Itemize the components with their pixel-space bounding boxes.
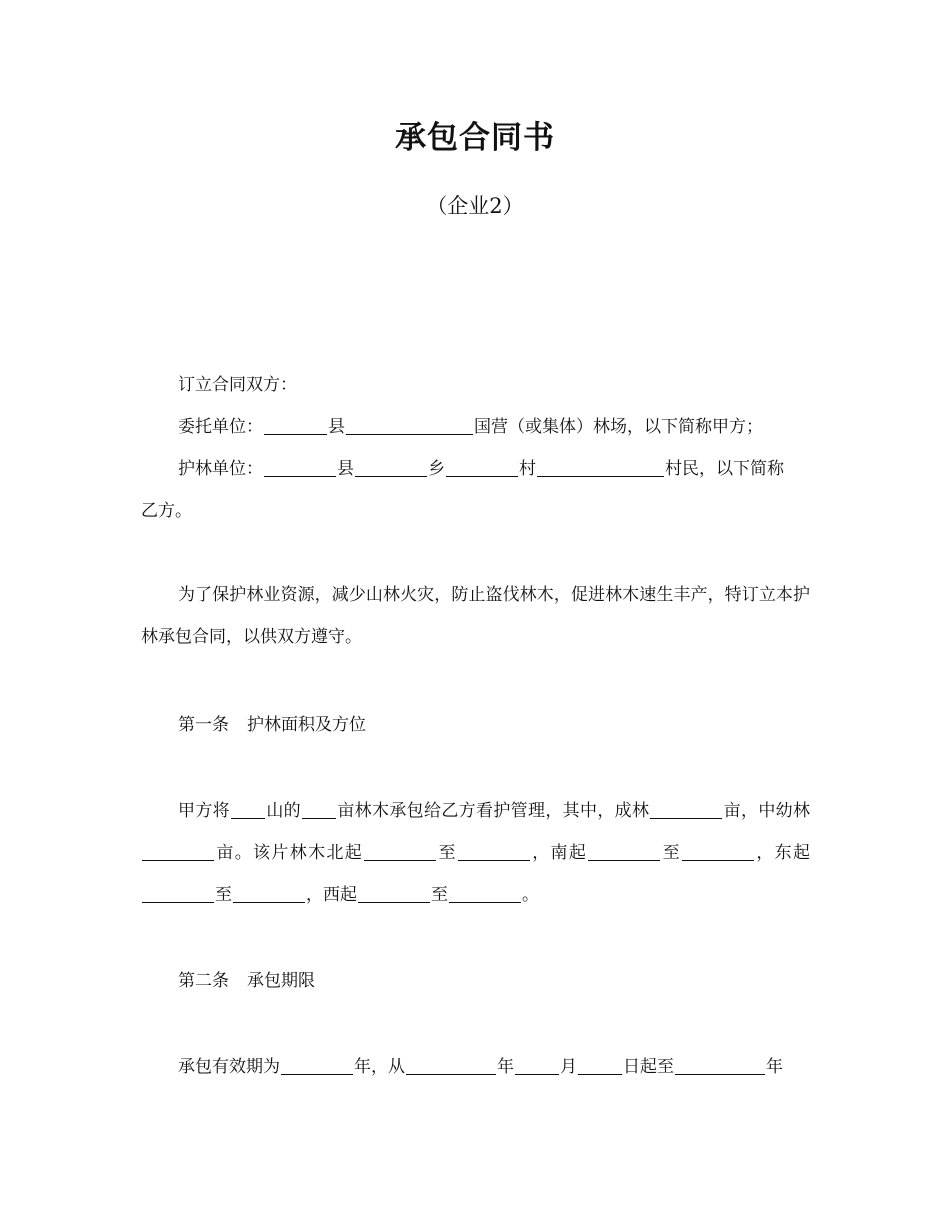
article-2-text: 承包有效期为 [178, 1057, 280, 1077]
party-b-village: 村 [519, 459, 536, 479]
article-2-title: 承包期限 [247, 971, 315, 991]
article-2-text: 月 [560, 1057, 577, 1077]
blank-field [346, 415, 473, 435]
article-2-body [141, 1046, 810, 1088]
article-1-text: 甲方将 [178, 801, 230, 821]
party-b-township: 乡 [428, 459, 445, 479]
article-1-text: 山的 [266, 801, 301, 821]
blank-field [682, 841, 754, 861]
article-1-text: 至 [215, 885, 232, 905]
party-b-short-name: 乙方。 [141, 501, 192, 521]
article-1-text: ，东起 [754, 843, 811, 863]
article-1-heading [141, 704, 810, 746]
party-a-label: 委托单位： [178, 417, 263, 437]
party-a-farm: 国营（或集体）林场，以下简称甲方； [474, 417, 763, 437]
article-1-body [141, 790, 810, 916]
document-subtitle: （企业2） [426, 194, 524, 218]
parties-heading [141, 364, 810, 406]
article-1-text: 亩。该片林木北起 [215, 843, 364, 863]
blank-field [364, 841, 436, 861]
article-1-text: 。 [522, 885, 539, 905]
blank-field [449, 883, 521, 903]
article-1-text: 至 [437, 843, 457, 863]
blank-field [650, 799, 722, 819]
blank-field [588, 841, 660, 861]
blank-field [537, 457, 664, 477]
party-b-line [141, 448, 810, 532]
preamble-paragraph [141, 574, 810, 658]
blank-field [231, 799, 265, 819]
preamble-text: 为了保护林业资源，减少山林火灾，防止盗伐林木，促进林木速生丰产，特订立本护林承包合同，以供双方遵守。 [141, 585, 810, 647]
article-2-heading [141, 960, 810, 1002]
article-2-text: 年 [766, 1057, 783, 1077]
blank-field [458, 841, 530, 861]
party-b-county: 县 [337, 459, 354, 479]
article-1-text: 亩，中幼林 [723, 801, 811, 821]
article-1-text: ，西起 [306, 885, 357, 905]
blank-field [142, 883, 214, 903]
blank-field [264, 415, 327, 435]
blank-field [355, 457, 427, 477]
blank-field [578, 1055, 622, 1075]
party-a-county: 县 [328, 417, 345, 437]
party-a-line [141, 406, 810, 448]
blank-field [675, 1055, 765, 1075]
blank-field [233, 883, 305, 903]
blank-field [515, 1055, 559, 1075]
blank-field [264, 457, 336, 477]
article-2-text: 日起至 [623, 1057, 674, 1077]
blank-field [446, 457, 518, 477]
party-b-villager: 村民，以下简称 [665, 459, 784, 479]
article-1-text: ，南起 [530, 843, 588, 863]
article-2-number: 第二条 [178, 971, 229, 991]
blank-field [358, 883, 430, 903]
article-1-text: 至 [431, 885, 448, 905]
party-b-label: 护林单位： [178, 459, 263, 479]
article-2-text: 年，从 [354, 1057, 405, 1077]
article-1-text: 至 [661, 843, 681, 863]
article-1-number: 第一条 [178, 715, 229, 735]
blank-field [142, 841, 214, 861]
parties-heading-text: 订立合同双方： [178, 375, 297, 395]
blank-field [302, 799, 336, 819]
article-2-text: 年 [497, 1057, 514, 1077]
blank-field [281, 1055, 353, 1075]
blank-field [406, 1055, 496, 1075]
document-title: 承包合同书 [395, 120, 555, 156]
article-1-title: 护林面积及方位 [247, 715, 366, 735]
article-1-text: 亩林木承包给乙方看护管理，其中，成林 [337, 801, 650, 821]
